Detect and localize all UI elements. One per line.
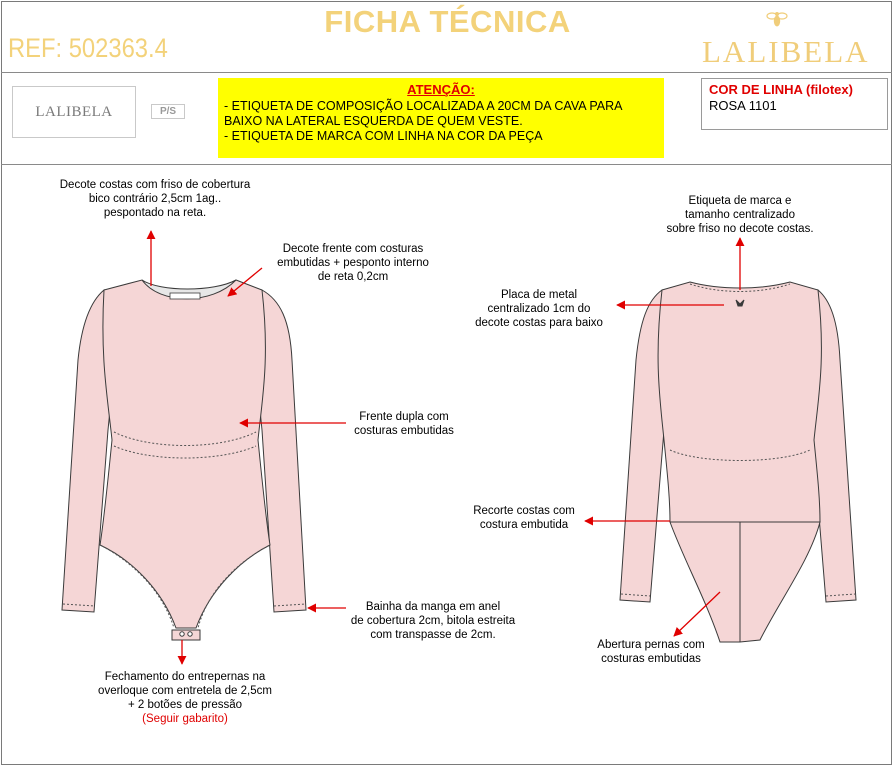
note-metal-plate-line-1: Placa de metal <box>500 289 578 301</box>
note-neck-front <box>258 242 448 284</box>
note-sleeve-hem-line-1: Bainha da manga em anel <box>365 601 501 613</box>
note-back-cut-line-2: costura embutida <box>479 519 569 531</box>
note-brand-label-line-3: sobre friso no decote costas. <box>666 223 814 235</box>
front-bodysuit-drawing <box>62 280 306 640</box>
note-sleeve-hem-line-2: de cobertura 2cm, bitola estreita <box>350 615 516 627</box>
note-metal-plate <box>456 288 622 330</box>
note-crotch-template: (Seguir gabarito) <box>142 713 228 725</box>
note-brand-label <box>640 194 840 236</box>
note-double-front-line-2: costuras embutidas <box>354 425 454 437</box>
back-lower-panel <box>670 522 820 642</box>
note-back-cut <box>454 504 594 532</box>
note-neck-front-line-1: Decote frente com costuras <box>282 243 424 255</box>
thread-color-value: ROSA 1101 <box>709 98 777 113</box>
front-body <box>100 280 270 628</box>
label-brand-text: LALIBELA <box>35 104 113 120</box>
attention-title: ATENÇÃO: <box>407 82 475 97</box>
note-neck-back <box>30 178 280 220</box>
note-leg-opening-line-2: costuras embutidas <box>601 653 701 665</box>
note-neck-front-line-2: embutidas + pesponto interno <box>277 257 429 269</box>
note-metal-plate-line-2: centralizado 1cm do <box>487 303 591 315</box>
attention-line-1: - ETIQUETA DE COMPOSIÇÃO LOCALIZADA A 20CM DA CAVA PARA BAIXO NA LATERAL ESQUERDA DE QUEM VESTE. <box>224 99 622 128</box>
note-brand-label-line-2: tamanho centralizado <box>685 209 795 221</box>
front-crotch-gusset <box>172 630 200 640</box>
note-double-front <box>336 410 472 438</box>
note-crotch-line-3: + 2 botões de pressão <box>127 699 243 711</box>
snap-button-1 <box>180 632 184 636</box>
snap-button-2 <box>188 632 192 636</box>
note-back-cut-line-1: Recorte costas com <box>473 505 575 517</box>
attention-line-2: - ETIQUETA DE MARCA COM LINHA NA COR DA PEÇA <box>224 129 543 143</box>
note-sleeve-hem-line-3: com transpasse de 2cm. <box>370 629 496 641</box>
front-inner-label <box>170 293 200 299</box>
note-metal-plate-line-3: decote costas para baixo <box>475 317 603 329</box>
note-neck-front-line-3: de reta 0,2cm <box>317 271 389 283</box>
note-crotch <box>60 670 310 726</box>
note-crotch-line-1: Fechamento do entrepernas na <box>104 671 266 683</box>
note-neck-back-line-1: Decote costas com friso de cobertura <box>59 179 251 191</box>
note-leg-opening-line-1: Abertura pernas com <box>597 639 705 651</box>
note-neck-back-line-2: bico contrário 2,5cm 1ag.. <box>88 193 222 205</box>
reference-code: REF: 502363.4 <box>8 33 168 63</box>
note-crotch-line-2: overloque com entretela de 2,5cm <box>98 685 272 697</box>
page-title: FICHA TÉCNICA <box>324 4 571 39</box>
back-bodysuit-drawing <box>620 282 856 642</box>
note-leg-opening <box>576 638 726 666</box>
note-double-front-line-1: Frente dupla com <box>359 411 449 423</box>
back-body <box>658 282 821 522</box>
thread-color-title: COR DE LINHA (filotex) <box>709 82 853 97</box>
note-sleeve-hem <box>328 600 538 642</box>
note-neck-back-line-3: pespontado na reta. <box>103 207 207 219</box>
size-tag: P/S <box>151 104 185 119</box>
note-brand-label-line-1: Etiqueta de marca e <box>688 195 792 207</box>
brand-logo: LALIBELA <box>702 34 870 69</box>
